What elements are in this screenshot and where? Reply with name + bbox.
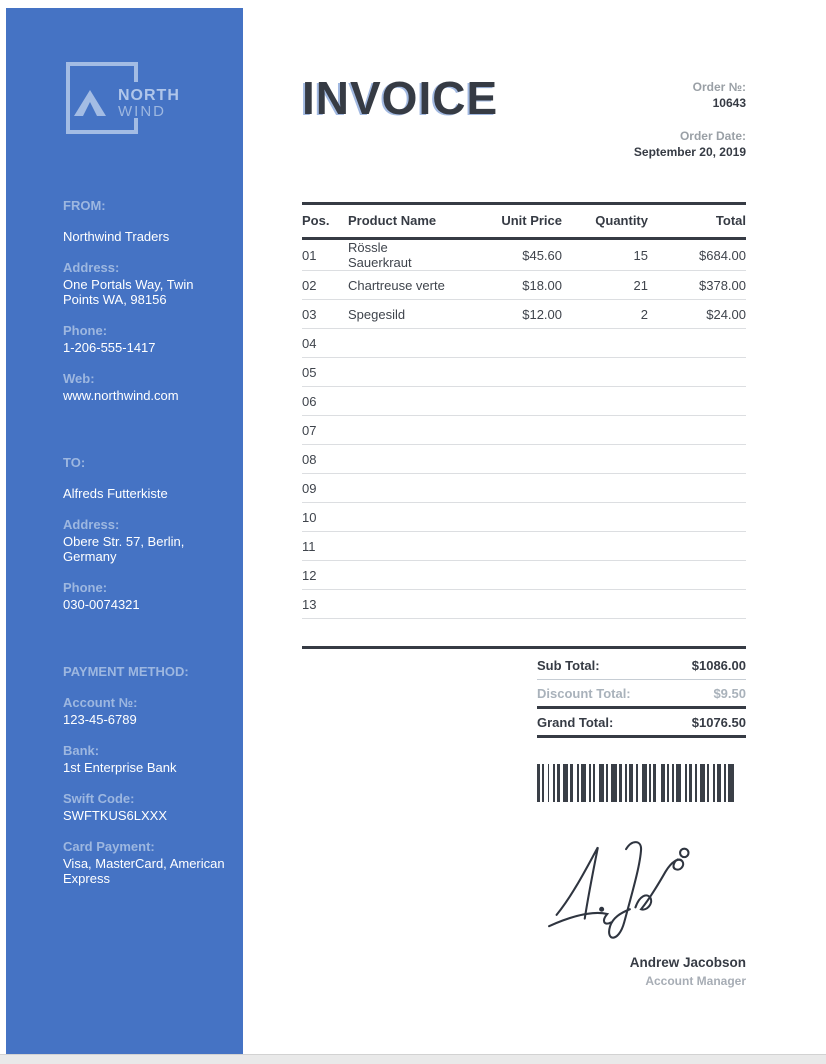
cell-total [648, 387, 746, 416]
payment-bank: 1st Enterprise Bank [63, 760, 177, 775]
table-header-row [302, 204, 746, 239]
cell-unit_price [452, 561, 562, 590]
cell-quantity [562, 329, 648, 358]
cell-unit_price: $45.60 [452, 239, 562, 271]
table-row [302, 271, 746, 300]
cell-pos: 09 [302, 474, 348, 503]
signatory-name: Andrew Jacobson [629, 955, 746, 970]
cell-total: $684.00 [648, 239, 746, 271]
table-row [302, 416, 746, 445]
cell-unit_price: $12.00 [452, 300, 562, 329]
to-phone-label: Phone: [63, 580, 108, 595]
signatory-title: Account Manager [645, 974, 746, 988]
line-items-table [302, 202, 746, 619]
payment-card-label: Card Payment: [63, 839, 155, 854]
cell-unit_price [452, 532, 562, 561]
cell-name [348, 561, 452, 590]
cell-name: Chartreuse verte [348, 271, 452, 300]
barcode-image [537, 764, 746, 802]
cell-unit_price [452, 329, 562, 358]
payment-heading: PAYMENT METHOD: [63, 664, 189, 679]
cell-quantity [562, 387, 648, 416]
cell-name [348, 532, 452, 561]
cell-name [348, 358, 452, 387]
svg-text:WIND: WIND [118, 103, 166, 120]
order-no-value: 10643 [712, 96, 746, 110]
cell-total [648, 329, 746, 358]
grand-total-value: $1076.50 [691, 714, 746, 730]
cell-name [348, 474, 452, 503]
cell-pos: 10 [302, 503, 348, 532]
grand-total-label: Grand Total: [537, 714, 614, 730]
cell-pos: 07 [302, 416, 348, 445]
to-name: Alfreds Futterkiste [63, 486, 168, 501]
cell-pos: 05 [302, 358, 348, 387]
invoice-body [302, 0, 746, 988]
table-row [302, 358, 746, 387]
table-row [302, 387, 746, 416]
cell-unit_price: $18.00 [452, 271, 562, 300]
table-row [302, 590, 746, 619]
page-bottom-edge [0, 1054, 826, 1064]
table-row [302, 561, 746, 590]
cell-name [348, 445, 452, 474]
cell-quantity [562, 503, 648, 532]
table-row [302, 239, 746, 271]
column-header: Quantity [562, 204, 648, 239]
from-address: One Portals Way, Twin Points WA, 98156 [63, 277, 194, 307]
cell-quantity [562, 358, 648, 387]
cell-quantity [562, 416, 648, 445]
to-heading: TO: [63, 455, 86, 470]
cell-total: $24.00 [648, 300, 746, 329]
column-header: Pos. [302, 204, 348, 239]
cell-name: Rössle Sauerkraut [348, 239, 452, 271]
from-heading: FROM: [63, 198, 106, 213]
invoice-table-body [302, 239, 746, 619]
cell-pos: 13 [302, 590, 348, 619]
cell-total: $378.00 [648, 271, 746, 300]
subtotal-label: Sub Total: [537, 657, 600, 673]
cell-pos: 04 [302, 329, 348, 358]
from-phone: 1-206-555-1417 [63, 340, 156, 355]
cell-unit_price [452, 445, 562, 474]
column-header: Unit Price [452, 204, 562, 239]
cell-total [648, 532, 746, 561]
cell-pos: 12 [302, 561, 348, 590]
discount-label: Discount Total: [537, 685, 631, 701]
cell-quantity [562, 445, 648, 474]
cell-total [648, 590, 746, 619]
cell-unit_price [452, 416, 562, 445]
subtotal-value: $1086.00 [691, 657, 746, 673]
payment-account: 123-45-6789 [63, 712, 137, 727]
payment-bank-label: Bank: [63, 743, 100, 758]
northwind-logo [58, 58, 198, 153]
totals-divider [302, 646, 746, 649]
sidebar [6, 8, 243, 1054]
from-web-label: Web: [63, 371, 95, 386]
cell-total [648, 358, 746, 387]
table-row [302, 532, 746, 561]
signature-block [516, 836, 746, 988]
from-web: www.northwind.com [63, 388, 179, 403]
cell-quantity: 2 [562, 300, 648, 329]
payment-account-label: Account №: [63, 695, 138, 710]
from-phone-label: Phone: [63, 323, 108, 338]
cell-pos: 11 [302, 532, 348, 561]
to-address-label: Address: [63, 517, 120, 532]
cell-quantity [562, 590, 648, 619]
order-no-label: Order №: [692, 80, 746, 94]
cell-total [648, 416, 746, 445]
signature-image [542, 836, 712, 944]
cell-pos: 01 [302, 239, 348, 271]
to-address: Obere Str. 57, Berlin, Germany [63, 534, 185, 564]
discount-value: $9.50 [713, 685, 746, 701]
to-phone: 030-0074321 [63, 597, 140, 612]
from-address-label: Address: [63, 260, 120, 275]
cell-name [348, 503, 452, 532]
cell-unit_price [452, 590, 562, 619]
from-company: Northwind Traders [63, 229, 170, 244]
cell-pos: 02 [302, 271, 348, 300]
order-info [634, 76, 746, 159]
payment-card: Visa, MasterCard, American Express [63, 856, 225, 886]
cell-quantity [562, 532, 648, 561]
table-row [302, 474, 746, 503]
cell-total [648, 474, 746, 503]
cell-pos: 08 [302, 445, 348, 474]
cell-name [348, 590, 452, 619]
svg-text:NORTH: NORTH [118, 87, 180, 104]
cell-pos: 03 [302, 300, 348, 329]
cell-unit_price [452, 474, 562, 503]
cell-name [348, 329, 452, 358]
cell-quantity [562, 474, 648, 503]
order-date-value: September 20, 2019 [633, 145, 746, 159]
column-header: Product Name [348, 204, 452, 239]
cell-total [648, 445, 746, 474]
table-row [302, 300, 746, 329]
cell-total [648, 561, 746, 590]
page-title: INVOICE [302, 72, 499, 124]
cell-unit_price [452, 503, 562, 532]
payment-swift: SWFTKUS6LXXX [63, 808, 168, 823]
table-row [302, 445, 746, 474]
cell-quantity [562, 561, 648, 590]
cell-total [648, 503, 746, 532]
cell-name [348, 387, 452, 416]
order-date-label: Order Date: [679, 129, 746, 143]
cell-name: Spegesild [348, 300, 452, 329]
cell-unit_price [452, 358, 562, 387]
table-row [302, 503, 746, 532]
cell-name [348, 416, 452, 445]
totals-section [537, 651, 746, 738]
cell-quantity: 15 [562, 239, 648, 271]
cell-pos: 06 [302, 387, 348, 416]
payment-swift-label: Swift Code: [63, 791, 135, 806]
northwind-logo-icon [58, 58, 198, 148]
column-header: Total [648, 204, 746, 239]
table-row [302, 329, 746, 358]
cell-quantity: 21 [562, 271, 648, 300]
cell-unit_price [452, 387, 562, 416]
